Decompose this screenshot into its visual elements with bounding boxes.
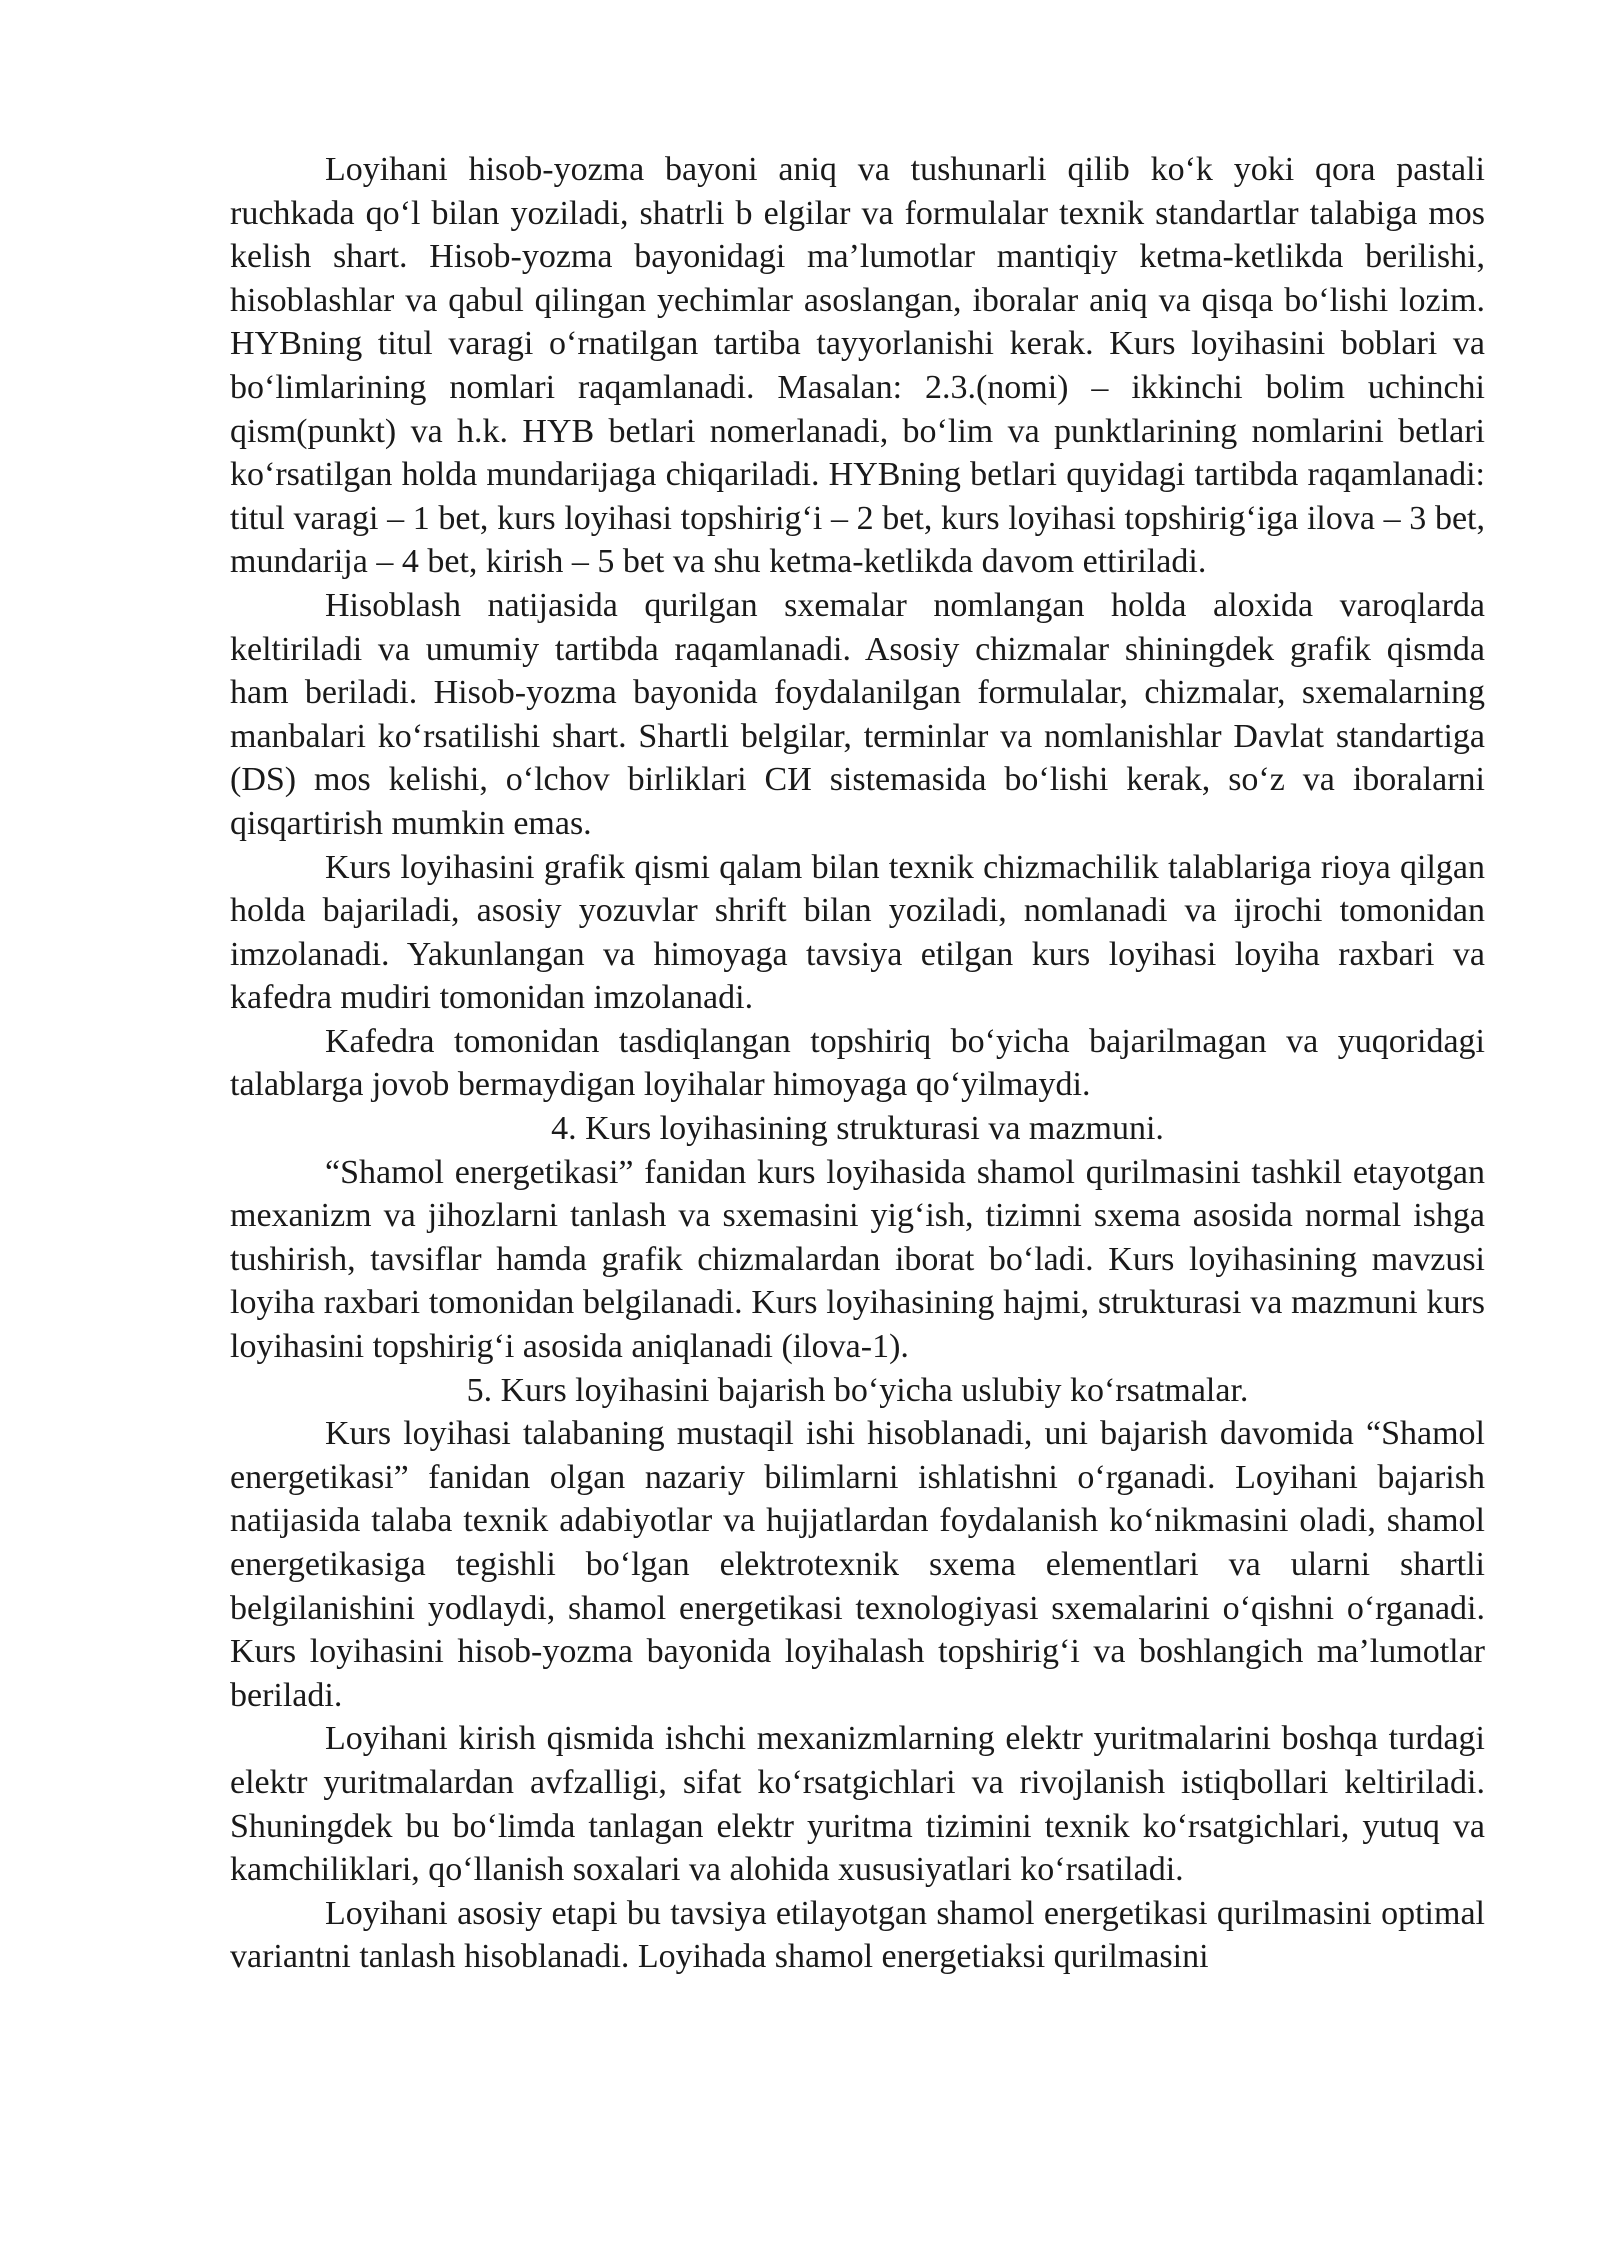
paragraph-main-stage: Loyihani asosiy etapi bu tavsiya etilayotgan shamol energetikasi qurilmasini optimal variantni tanlash hisoblanadi. Loyihada shamol energetiaksi qurilmasini [230,1894,1485,1976]
section-heading-5: 5. Kurs loyihasini bajarish bo‘yicha uslubiy ko‘rsatmalar. [466,1371,1249,1409]
paragraph-schemes: Hisoblash natijasida qurilgan sxemalar nomlangan holda aloxida varoqlarda keltiriladi va umumiy tartibda raqamlanadi. Asosiy chizmalar shiningdek grafik qismda ham beriladi. Hisob-yozma bayonida foydalanilgan formulalar, chizmalar, sxemalarning manbalari ko‘rsatilishi shart. Shartli belgilar, terminlar va nomlanishlar Davlat standartiga (DS) mos kelishi, o‘lchov birliklari СИ sistemasida bo‘lishi kerak, so‘z va iboralarni qisqartirish mumkin emas. [230,586,1485,842]
paragraph-structure: “Shamol energetikasi” fanidan kurs loyihasida shamol qurilmasini tashkil etayotgan mexanizm va jihozlarni tanlash va sxemasini yig‘ish, tizimni sxema asosida normal ishga tushirish, tavsiflar hamda grafik chizmalardan iborat bo‘ladi. Kurs loyihasining mavzusi loyiha raxbari tomonidan belgilanadi. Kurs loyihasining hajmi, strukturasi va mazmuni kurs loyihasini topshirig‘i asosida aniqlanadi (ilova-1). [230,1153,1485,1366]
paragraph-defense-rules: Kafedra tomonidan tasdiqlangan topshiriq bo‘yicha bajarilmagan va yuqoridagi talablarga jovob bermaydigan loyihalar himoyaga qo‘yilmaydi. [230,1022,1485,1104]
paragraph-independent-work: Kurs loyihasi talabaning mustaqil ishi hisoblanadi, uni bajarish davomida “Shamol energetikasi” fanidan olgan nazariy bilimlarni ishlatishni o‘rganadi. Loyihani bajarish natijasida talaba texnik adabiyotlar va hujjatlardan foydalanish ko‘nikmasini oladi, shamol energetikasiga tegishli bo‘lgan elektrotexnik sxema elementlari va ularni shartli belgilanishini yodlaydi, shamol energetikasi texnologiyasi sxemalarini o‘qishni o‘rganadi. Kurs loyihasini hisob-yozma bayonida loyihalash topshirig‘i va boshlangich ma’lumotlar beriladi. [230,1415,1485,1714]
document-page [230,148,1485,1979]
section-heading-4: 4. Kurs loyihasining strukturasi va mazmuni. [551,1110,1164,1148]
paragraph-introduction: Loyihani kirish qismida ishchi mexanizmlarning elektr yuritmalarini boshqa turdagi elektr yuritmalardan avfzalligi, sifat ko‘rsatgichlari va rivojlanish istiqbollari keltiriladi. Shuningdek bu bo‘limda tanlagan elektr yuritma tizimini texnik ko‘rsatgichlari, yutuq va kamchiliklari, qo‘llanish soxalari va alohida xususiyatlari ko‘rsatiladi. [230,1720,1485,1889]
paragraph-graphic-part: Kurs loyihasini grafik qismi qalam bilan texnik chizmachilik talablariga rioya qilgan holda bajariladi, asosiy yozuvlar shrift bilan yoziladi, nomlanadi va ijrochi tomonidan imzolanadi. Yakunlangan va himoyaga tavsiya etilgan kurs loyihasi loyiha raxbari va kafedra mudiri tomonidan imzolanadi. [230,848,1485,1017]
paragraph-hyb-requirements: Loyihani hisob-yozma bayoni aniq va tushunarli qilib ko‘k yoki qora pastali ruchkada qo‘l bilan yoziladi, shatrli b elgilar va formulalar texnik standartlar talabiga mos kelish shart. Hisob-yozma bayonidagi ma’lumotlar mantiqiy ketma-ketlikda berilishi, hisoblashlar va qabul qilingan yechimlar asoslangan, iboralar aniq va qisqa bo‘lishi lozim. HYBning titul varagi o‘rnatilgan tartiba tayyorlanishi kerak. Kurs loyihasini boblari va bo‘limlarining nomlari raqamlanadi. Masalan: 2.3.(nomi) – ikkinchi bolim uchinchi qism(punkt) va h.k. HYB betlari nomerlanadi, bo‘lim va punktlarining nomlarini betlari ko‘rsatilgan holda mundarijaga chiqariladi. HYBning betlari quyidagi tartibda raqamlanadi: titul varagi – 1 bet, kurs loyihasi topshirig‘i – 2 bet, kurs loyihasi topshirig‘iga ilova – 3 bet, mundarija – 4 bet, kirish – 5 bet va shu ketma-ketlikda davom ettiriladi. [230,151,1485,581]
